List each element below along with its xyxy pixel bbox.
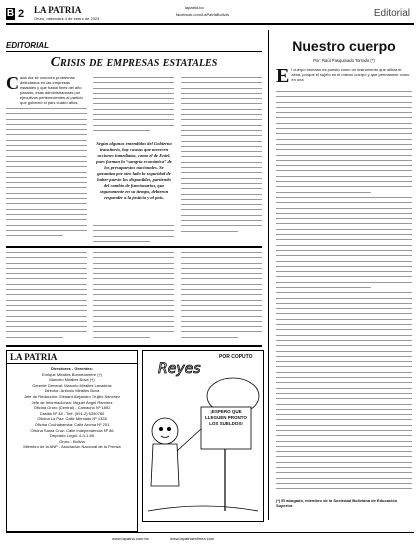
column-byline: Por: Raúl Pasquinado Torrado (*) [313,58,375,63]
directory-line: Enrique Miralles Bonnecarrère (†) [41,371,103,377]
directory-line: Gerente General: Marcelo Miralles Lavadenz [32,382,112,388]
editorial-text-5 [6,252,87,342]
directory-line: Depósito Legal: 4-3-1-69 [49,433,95,439]
editorial-text-1 [6,108,87,246]
footer-web[interactable]: www.lapatria.com.bo [112,536,149,541]
directory-line: Oficina La Paz: Calle Mercado Nº 1328 [37,416,107,422]
directory-paper-name: LA PATRIA [7,351,137,364]
cartoon-illustration [143,351,263,521]
column-drop-cap: E [276,65,290,87]
editorial-text-3 [93,225,174,245]
page-label: B [6,8,15,19]
directory-line: Oruro - Bolivia [59,438,85,444]
cartoon-sign-text: ¡ESPERO QUE LLEGUEN PRONTO LOS SUELDOS! [205,409,247,426]
directory-lines [7,364,137,452]
editorial-text-6 [93,252,174,342]
page-number: 2 [18,8,25,20]
social-link[interactable]: facebook.com/LaPatriaBolivia [176,12,229,17]
editorial-text-4 [181,77,262,245]
directory-line: Oficina Oruro (Central) - Camacho Nº 1892 [33,405,111,411]
directory-line: Oficina Cochabamba: Calle Aroma Nº 251 [34,421,110,427]
header-rule [6,23,414,25]
directory-line: Directores - Gerentes: [50,366,93,371]
directory-line: Director: Antonio Miralles Bova [44,388,100,394]
footer-web-2[interactable]: www.lapatriaenlinea.com [170,536,215,541]
page-badge [6,8,15,20]
paper-name: LA PATRIA [34,5,82,15]
date-line: Oruro, miércoles 4 de enero de 2023 [34,16,100,21]
editorial-col-1 [6,75,87,245]
drop-cap: C [6,73,19,93]
directory-top-rule [6,345,262,347]
directory-line: Jefe de Redacción: Edward Alejandro Trujillo Sánchez [23,393,121,399]
editorial-kicker: EDITORIAL [6,41,49,50]
editorial-text-2 [93,77,174,139]
editorial-text-7 [181,252,262,342]
cartoon-panel [142,350,264,522]
site-link[interactable]: lapatria.bo [185,5,204,10]
directory-line: Marcelo Miralles Bova (†) [49,377,95,383]
editorial-title: Crisis de empresas estatales [50,55,218,70]
column-footnote: (*) El abogado, miembro de la Sociedad Boliviana de Educación Superior. [276,498,398,508]
column-lead: l cuerpo humano es puesto como un instrumento que utiliza el alma, porque el sujeto es el mismo cuerpo y que permanece como en una [291,67,410,82]
directory-line: Oficina Santa Cruz: Calle Independencia Nº 86 [30,427,114,433]
directory-line: Miembro de la ANP - Asociación Nacional de la Prensa [23,444,121,450]
column-text [276,91,412,489]
svg-text:Reyes: Reyes [158,361,201,377]
column-body [276,67,412,492]
pull-quote: Según algunos entendidos del Gobierno transitorio, hay causas que merecen acciones inmediatas, como el de Entel, pues forman la “sangría económica” de los presupuestos nacionales. Se garantiza por otro lado la seguridad de haber puesto los disponibles, partiendo del cambio de funcionarios, que seguramente en su tiempo, debieron responder a la justicia y al país. [96,141,172,200]
directory-line: Casilla Nº 48 - Telf. (591-2) 5250780 [39,410,105,416]
column-title: Nuestro cuerpo [292,38,396,54]
column-divider [268,30,269,520]
directory-line: Jefe de Informaciones: Miguel Ángel Ramírez [31,399,113,405]
section-title: Editorial [373,8,410,19]
kicker-rule [6,51,262,52]
footer-rule [6,532,414,533]
cartoon-credit: POR COPUTO [219,354,253,360]
editorial-lead: ada día se conocen problemas detectados en las empresas estatales y que hasta fines del año pasado, esas administradoras por ejecutivos pertenecientes al partido que gobernó el país cuatro años, [20,75,83,105]
directory-box [6,350,138,532]
